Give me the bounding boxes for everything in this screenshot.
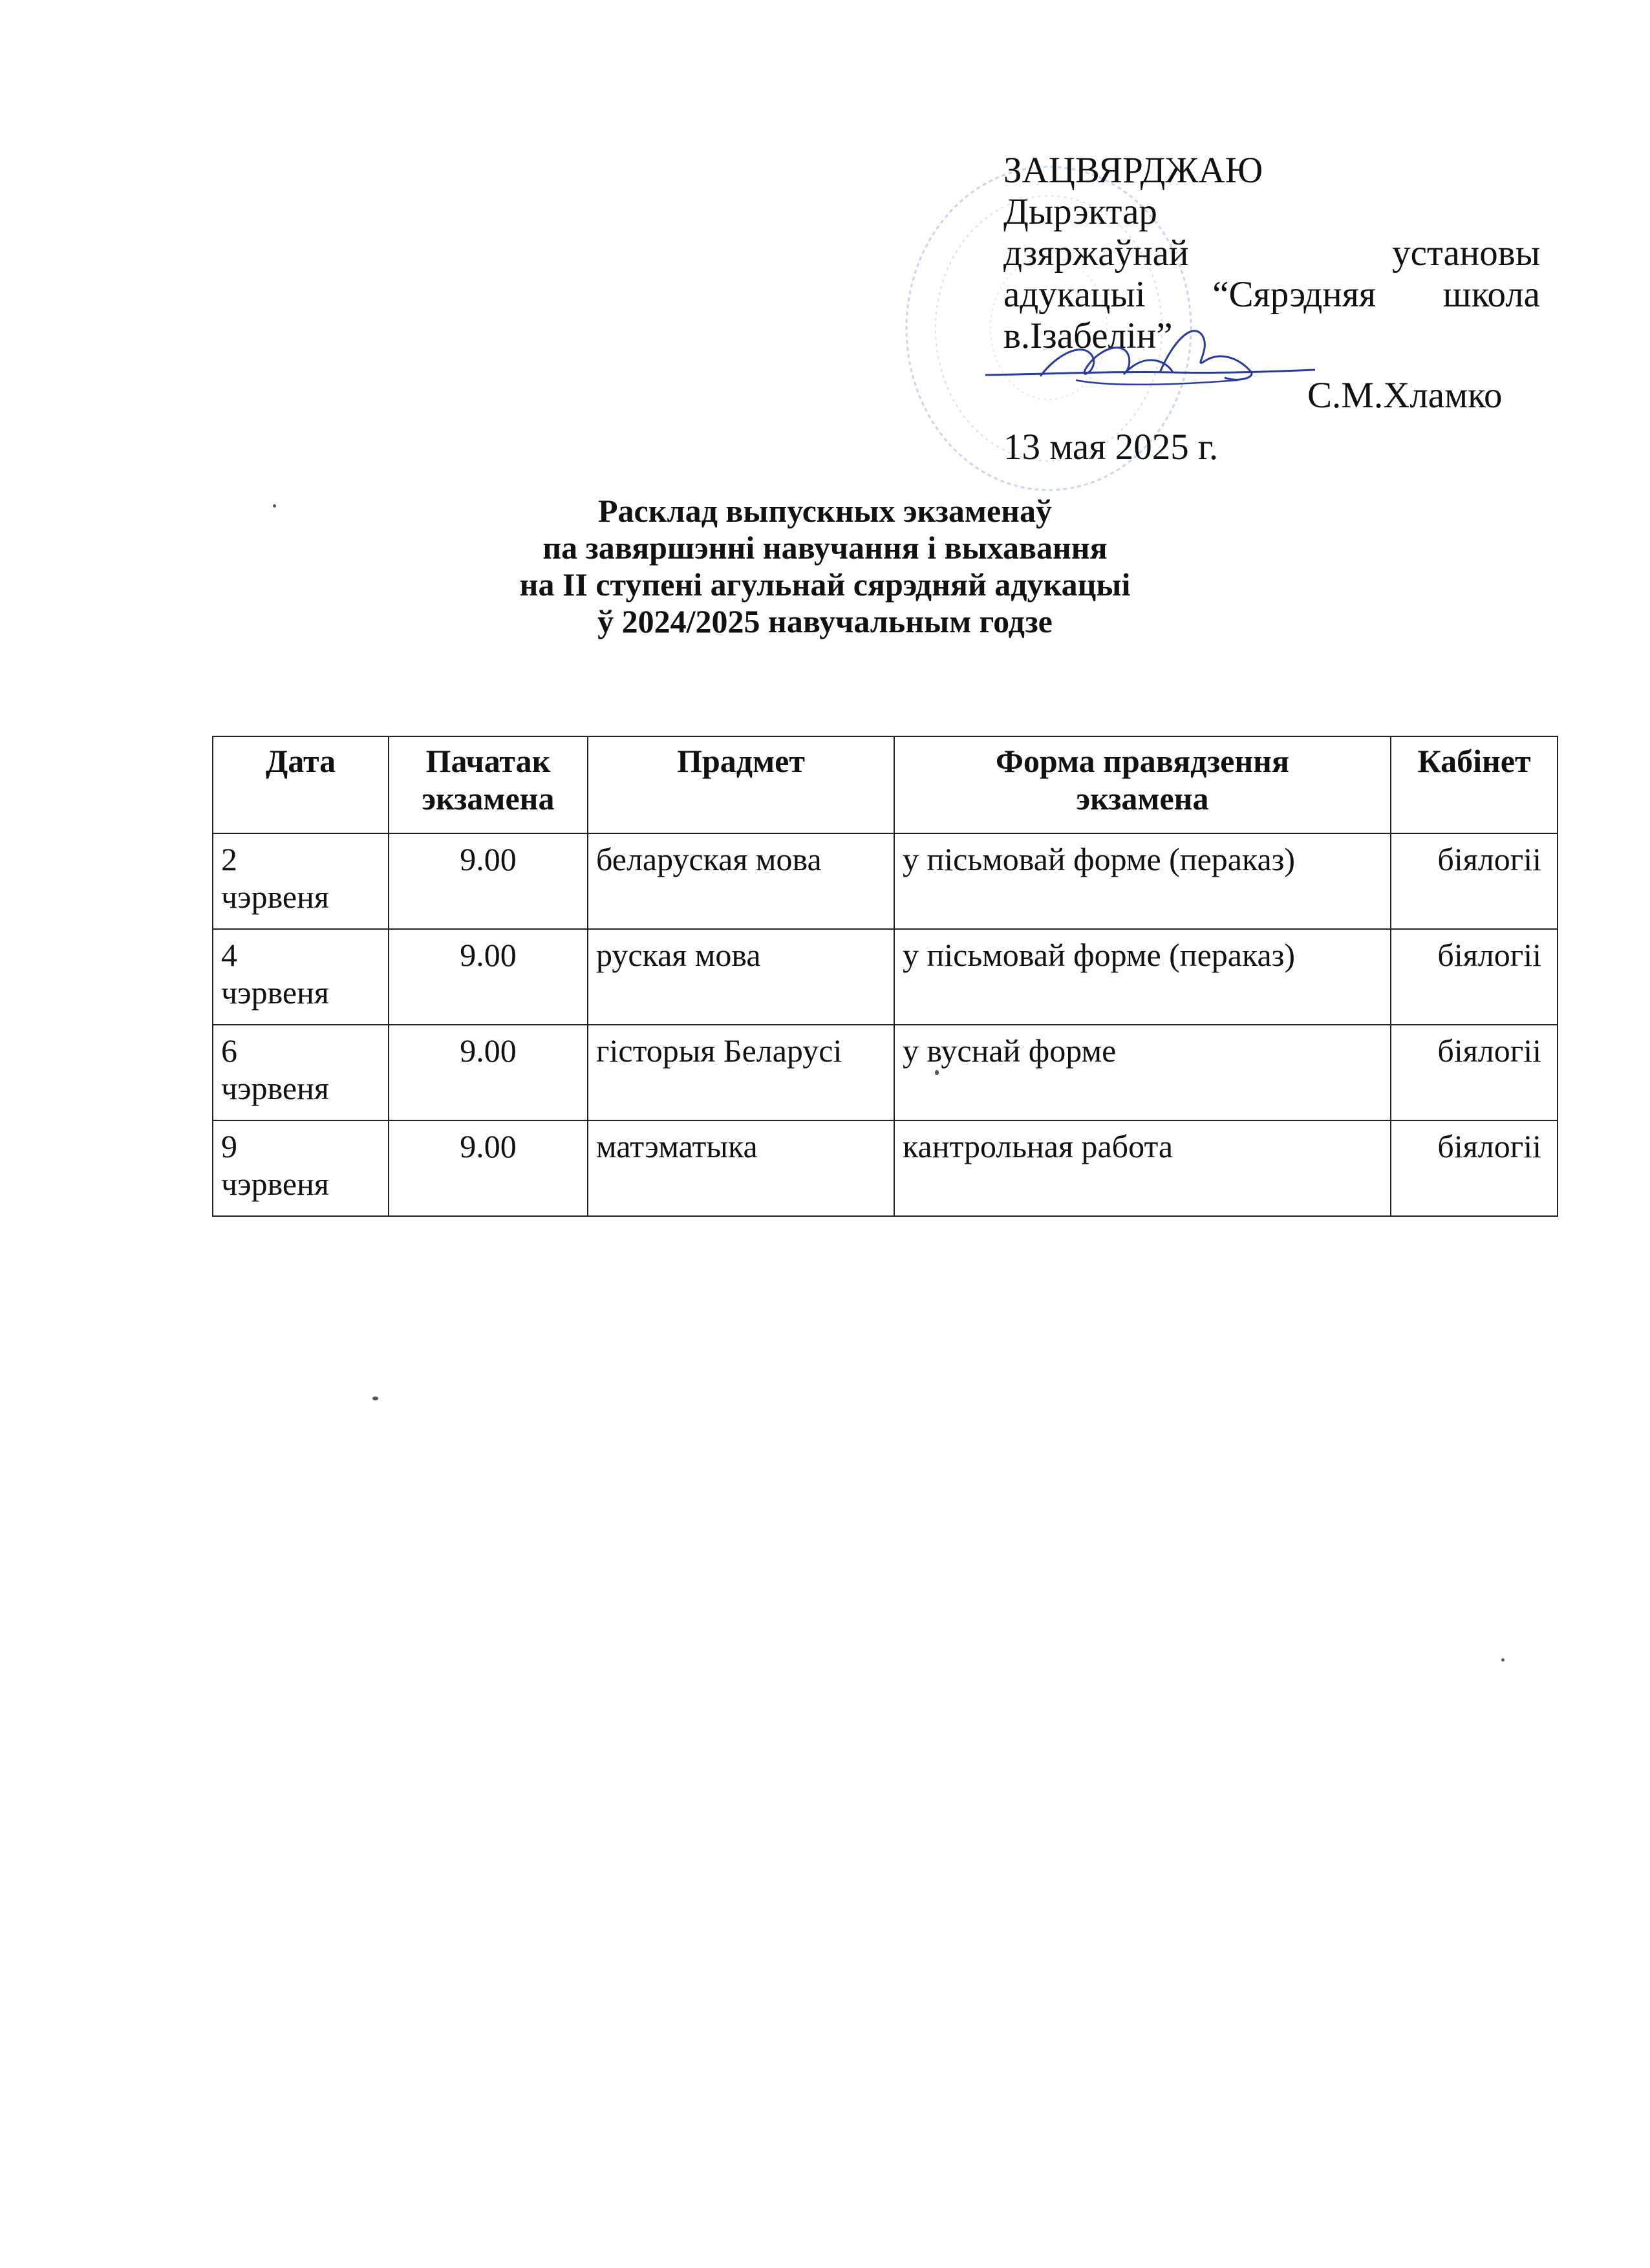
table-row xyxy=(213,833,1558,929)
cell-subject: матэматыка xyxy=(588,1120,894,1216)
cell-date: 9 чэрвеня xyxy=(213,1120,389,1216)
cell-date: 2 чэрвеня xyxy=(213,833,389,929)
title-line-2: па завяршэнні навучання і выхавання xyxy=(542,530,1108,566)
table-row xyxy=(213,1025,1558,1120)
title-line-4: ў 2024/2025 навучальным годзе xyxy=(597,603,1053,639)
handwritten-signature xyxy=(979,316,1322,400)
cell-form: у пісьмовай форме (пераказ) xyxy=(894,833,1391,929)
scan-speck xyxy=(935,1070,939,1075)
cell-subject: гісторыя Беларусі xyxy=(588,1025,894,1120)
header-form: Форма правядзення экзамена xyxy=(894,736,1391,833)
cell-date: 4 чэрвеня xyxy=(213,929,389,1025)
approval-position-line-3: адукацыі “Сярэдняя школа xyxy=(1003,274,1540,315)
approval-date: 13 мая 2025 г. xyxy=(1003,427,1219,467)
scan-speck xyxy=(273,504,276,508)
header-room: Кабінет xyxy=(1391,736,1558,833)
cell-room: біялогіі xyxy=(1391,833,1558,929)
scan-speck xyxy=(1501,1658,1505,1662)
approval-position-line-4: в.Ізабелін” xyxy=(1003,316,1173,356)
cell-subject: руская мова xyxy=(588,929,894,1025)
title-line-3: на ІІ ступені агульнай сярэдняй адукацыі xyxy=(519,566,1131,603)
cell-time: 9.00 xyxy=(389,1025,588,1120)
cell-room: біялогіі xyxy=(1391,1120,1558,1216)
cell-form: у пісьмовай форме (пераказ) xyxy=(894,929,1391,1025)
cell-time: 9.00 xyxy=(389,929,588,1025)
header-start: Пачатак экзамена xyxy=(389,736,588,833)
document-title xyxy=(0,493,1650,640)
table-row xyxy=(213,1120,1558,1216)
header-date: Дата xyxy=(213,736,389,833)
cell-room: біялогіі xyxy=(1391,929,1558,1025)
exam-schedule-table xyxy=(212,736,1558,1217)
cell-date: 6 чэрвеня xyxy=(213,1025,389,1120)
cell-time: 9.00 xyxy=(389,1120,588,1216)
scan-speck xyxy=(372,1396,378,1400)
approval-block xyxy=(1003,150,1540,468)
cell-room: біялогіі xyxy=(1391,1025,1558,1120)
approval-position-line-2: дзяржаўнай установы xyxy=(1003,233,1540,273)
cell-form: кантрольная работа xyxy=(894,1120,1391,1216)
approval-position-line-1: Дырэктар xyxy=(1003,191,1157,232)
title-line-1: Расклад выпускных экзаменаў xyxy=(598,493,1052,529)
cell-form: у вуснай форме xyxy=(894,1025,1391,1120)
header-subject: Прадмет xyxy=(588,736,894,833)
table-row xyxy=(213,929,1558,1025)
cell-subject: беларуская мова xyxy=(588,833,894,929)
table-header-row xyxy=(213,736,1558,833)
cell-time: 9.00 xyxy=(389,833,588,929)
signatory-name: С.М.Хламко xyxy=(1307,375,1503,416)
approval-heading: ЗАЦВЯРДЖАЮ xyxy=(1003,150,1263,191)
